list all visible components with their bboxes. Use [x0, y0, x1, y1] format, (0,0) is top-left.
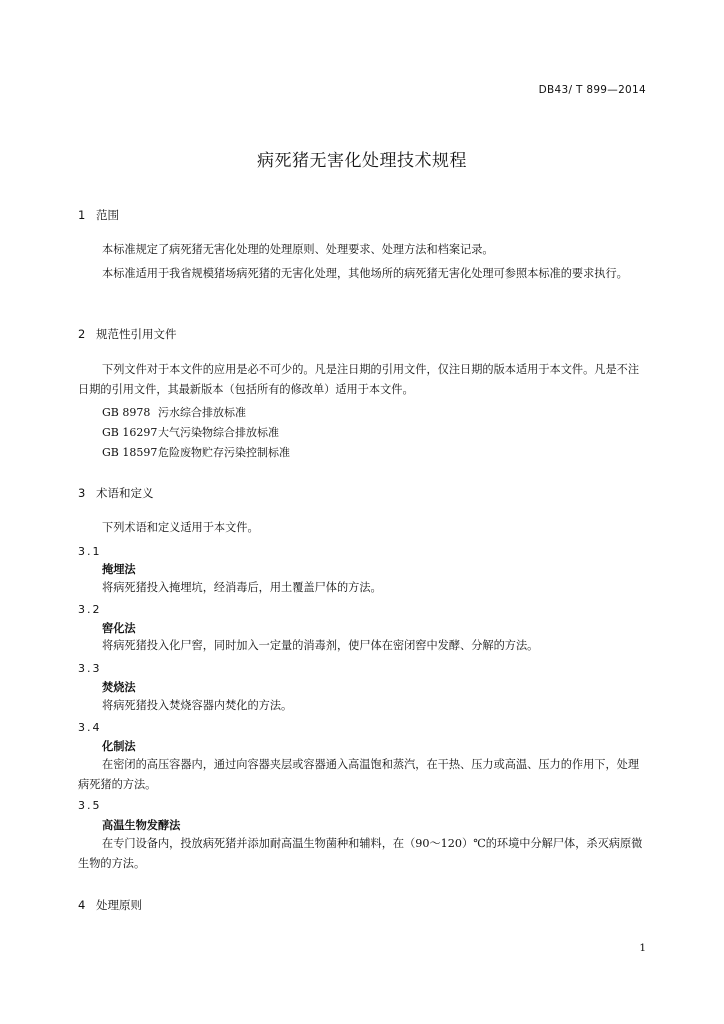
- term-definition: 将病死猪投入掩埋坑，经消毒后，用土覆盖尸体的方法。: [102, 581, 382, 594]
- page-title: 病死猪无害化处理技术规程: [257, 151, 467, 171]
- paragraph: 下列文件对于本文件的应用是必不可少的。凡是注日期的引用文件，仅注日期的版本适用于本文件。凡是不注日期的引用文件，其最新版本（包括所有的修改单）适用于本文件。: [78, 363, 640, 396]
- term-definition: 将病死猪投入焚烧容器内焚化的方法。: [102, 699, 293, 712]
- reference-name: 大气污染物综合排放标准: [158, 426, 279, 439]
- standard-code: DB43/ T 899—2014: [538, 84, 646, 96]
- term-definition: 在专门设备内，投放病死猪并添加耐高温生物菌种和辅料，在（90～120）℃的环境中分解尸体，杀灭病原微生物的方法。: [78, 837, 643, 870]
- term-definition: 将病死猪投入化尸窖，同时加入一定量的消毒剂，使尸体在密闭窖中发酵、分解的方法。: [102, 639, 539, 652]
- paragraph: 下列术语和定义适用于本文件。: [102, 521, 259, 534]
- term-number: 3.1: [78, 545, 102, 558]
- reference-code: GB 8978: [102, 406, 151, 419]
- section-number: 1: [78, 208, 86, 222]
- section-title: 规范性引用文件: [96, 327, 177, 341]
- section-title: 范围: [96, 208, 119, 222]
- page-number: 1: [639, 942, 646, 954]
- term-number: 3.5: [78, 799, 102, 812]
- term-name: 高温生物发酵法: [102, 819, 181, 832]
- reference-name: 污水综合排放标准: [158, 406, 246, 419]
- term-name: 窖化法: [102, 622, 136, 635]
- paragraph: 本标准规定了病死猪无害化处理的处理原则、处理要求、处理方法和档案记录。: [102, 243, 494, 256]
- term-name: 掩埋法: [102, 563, 136, 576]
- reference-code: GB 18597: [102, 446, 158, 459]
- section-heading-2: [78, 326, 177, 342]
- term-number: 3.4: [78, 721, 102, 734]
- section-number: 4: [78, 898, 86, 912]
- section-heading-3: [78, 485, 154, 501]
- reference-item: [102, 424, 279, 440]
- section-heading-4: [78, 897, 142, 913]
- reference-item: [102, 444, 290, 460]
- term-number: 3.2: [78, 603, 102, 616]
- paragraph: 本标准适用于我省规模猪场病死猪的无害化处理，其他场所的病死猪无害化处理可参照本标准的要求执行。: [102, 267, 628, 280]
- section-title: 术语和定义: [96, 486, 154, 500]
- section-number: 2: [78, 327, 86, 341]
- section-title: 处理原则: [96, 898, 142, 912]
- reference-code: GB 16297: [102, 426, 158, 439]
- term-definition: 在密闭的高压容器内，通过向容器夹层或容器通入高温饱和蒸汽，在干热、压力或高温、压力的作用下，处理病死猪的方法。: [78, 758, 640, 791]
- term-name: 焚烧法: [102, 681, 136, 694]
- reference-item: [102, 404, 246, 420]
- reference-name: 危险废物贮存污染控制标准: [158, 446, 290, 459]
- section-heading-1: [78, 207, 119, 223]
- term-number: 3.3: [78, 662, 102, 675]
- term-name: 化制法: [102, 740, 136, 753]
- section-number: 3: [78, 486, 86, 500]
